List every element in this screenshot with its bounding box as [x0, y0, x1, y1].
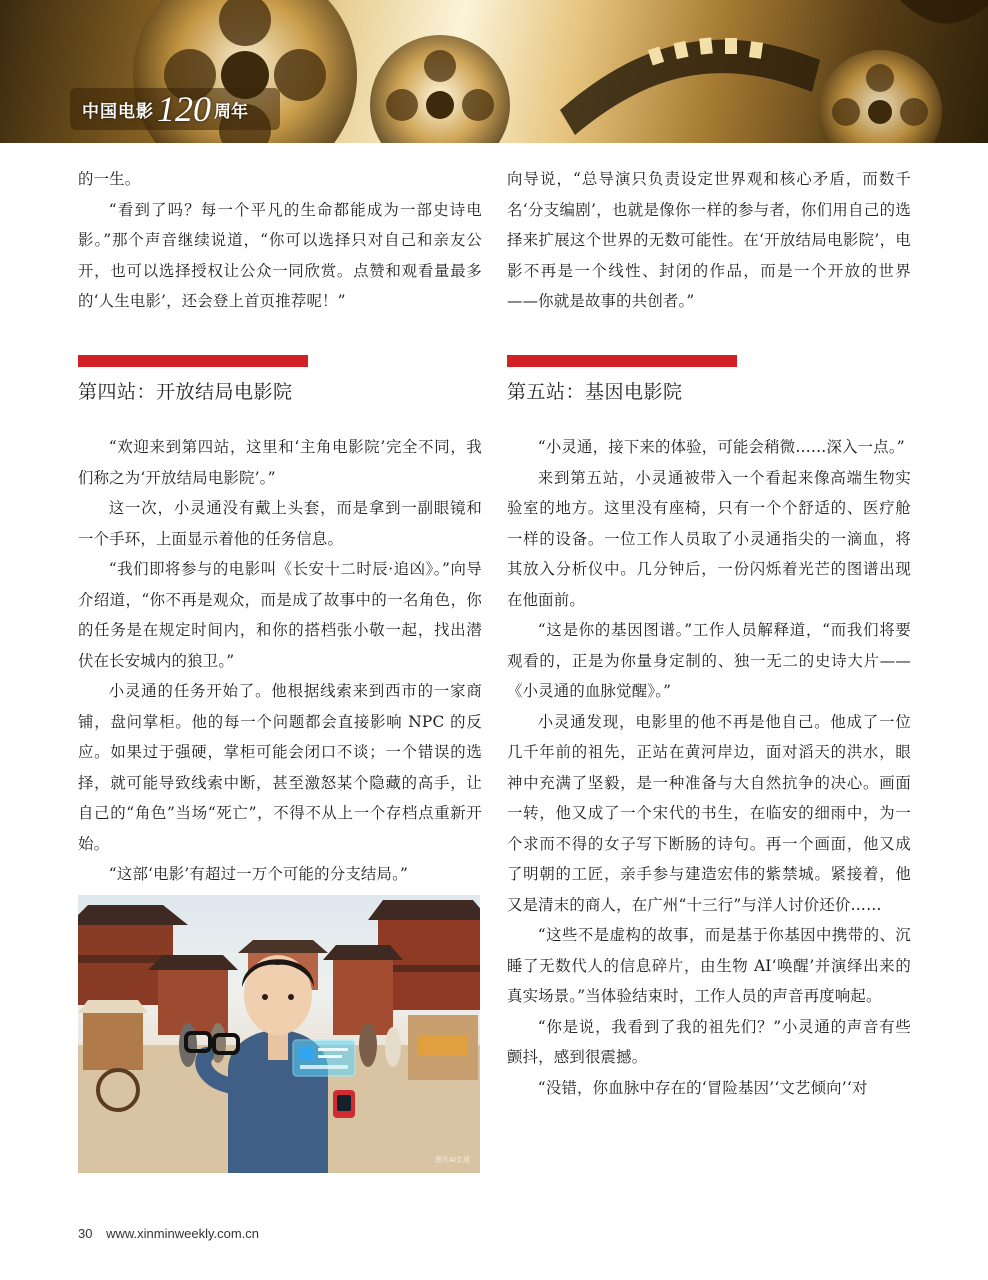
paragraph: “看到了吗？每一个平凡的生命都能成为一部史诗电影。”那个声音继续说道，“你可以选择只对自己和亲友公开，也可以选择授权让公众一同欣赏。点赞和观看量最多的‘人生电影’，还会登上首页推荐呢！” — [78, 200, 482, 310]
paragraph: 的一生。 — [78, 170, 141, 188]
series-title-number: 120 — [157, 89, 211, 129]
paragraph: “小灵通，接下来的体验，可能会稍微……深入一点。” — [537, 438, 905, 456]
film-reel-icon — [818, 50, 942, 143]
boy-with-ar-glasses-illustration — [78, 895, 480, 1173]
magazine-url[interactable]: www.xinminweekly.com.cn — [106, 1226, 260, 1241]
right-column-top — [507, 164, 911, 317]
photo-credit: 图片AI生成 — [435, 1156, 470, 1164]
paragraph: 这一次，小灵通没有戴上头套，而是拿到一副眼镜和一个手环，上面显示着他的任务信息。 — [78, 499, 482, 548]
paragraph: “这是你的基因图谱。”工作人员解释道，“而我们将要观看的，正是为你量身定制的、独一无二的史诗大片——《小灵通的血脉觉醒》。” — [507, 621, 911, 700]
paragraph: “我们即将参与的电影叫《长安十二时辰·追凶》。”向导介绍道，“你不再是观众，而是成了故事中的一名角色，你的任务是在规定时间内，和你的搭档张小敬一起，找出潜伏在长安城内的狼卫。” — [78, 560, 482, 670]
film-strip-icon — [560, 37, 820, 135]
section-heading-4 — [78, 355, 482, 407]
page-number: 30 — [78, 1226, 93, 1241]
section-accent-bar — [507, 355, 737, 367]
section-heading-5 — [507, 355, 911, 407]
paragraph: 来到第五站，小灵通被带入一个看起来像高端生物实验室的地方。这里没有座椅，只有一个个舒适的、医疗舱一样的设备。一位工作人员取了小灵通指尖的一滴血，将其放入分析仪中。几分钟后，一份闪烁着光芒的图谱出现在他面前。 — [507, 468, 911, 609]
left-column-top — [78, 164, 482, 317]
section-accent-bar — [78, 355, 308, 367]
paragraph: 向导说，“总导演只负责设定世界观和核心矛盾，而数千名‘分支编剧’，也就是像你一样的参与者，你们用自己的选择来扩展这个世界的无数可能性。在‘开放结局电影院’，电影不再是一个线性、封闭的作品，而是一个开放的世界——你就是故事的共创者。” — [507, 170, 911, 310]
series-title-part1: 中国电影 — [82, 101, 154, 121]
paragraph: “这部‘电影’有超过一万个可能的分支结局。” — [108, 865, 409, 883]
series-title-part2: 周年 — [214, 101, 248, 121]
paragraph: “没错，你血脉中存在的‘冒险基因’‘文艺倾向’‘对 — [537, 1078, 868, 1097]
film-reel-icon — [370, 35, 510, 143]
paragraph: “欢迎来到第四站，这里和‘主角电影院’完全不同，我们称之为‘开放结局电影院’。” — [78, 438, 482, 487]
page-footer — [78, 1226, 259, 1241]
series-title — [82, 89, 248, 129]
paragraph: “这些不是虚构的故事，而是基于你基因中携带的、沉睡了无数代人的信息碎片，由生物 AI‘唤醒’并演绎出来的真实场景。”当体验结束时，工作人员的声音再度响起。 — [507, 926, 911, 1005]
hologram-panel-icon — [293, 1040, 355, 1076]
section-title: 第四站：开放结局电影院 — [78, 381, 293, 403]
paragraph: 小灵通发现，电影里的他不再是他自己。他成了一位几千年前的祖先，正站在黄河岸边，面对滔天的洪水，眼神中充满了坚毅，是一种准备与大自然抗争的决心。画面一转，他又成了一个宋代的书生，在临安的细雨中，为一个求而不得的女子写下断肠的诗句。再一个画面，他又成了明朝的工匠，亲手参与建造宏伟的紫禁城。紧接着，他又是清末的商人，在广州“十三行”与洋人讨价还价…… — [507, 712, 911, 914]
section-4-body — [78, 432, 482, 890]
article-photo — [78, 895, 480, 1173]
paragraph: “你是说，我看到了我的祖先们？”小灵通的声音有些颤抖，感到很震撼。 — [507, 1017, 911, 1066]
section-5-body — [507, 432, 911, 1103]
film-reel-banner — [0, 0, 988, 143]
paragraph: 小灵通的任务开始了。他根据线索来到西市的一家商铺，盘问掌柜。他的每一个问题都会直接影响 NPC 的反应。如果过于强硬，掌柜可能会闭口不谈；一个错误的选择，就可能导致线索中断，甚至激怒某个隐藏的高手，让自己的“角色”当场“死亡”，不得不从上一个存档点重新开始。 — [78, 682, 482, 853]
section-title: 第五站：基因电影院 — [507, 381, 683, 403]
smartwatch-icon — [333, 1090, 355, 1118]
